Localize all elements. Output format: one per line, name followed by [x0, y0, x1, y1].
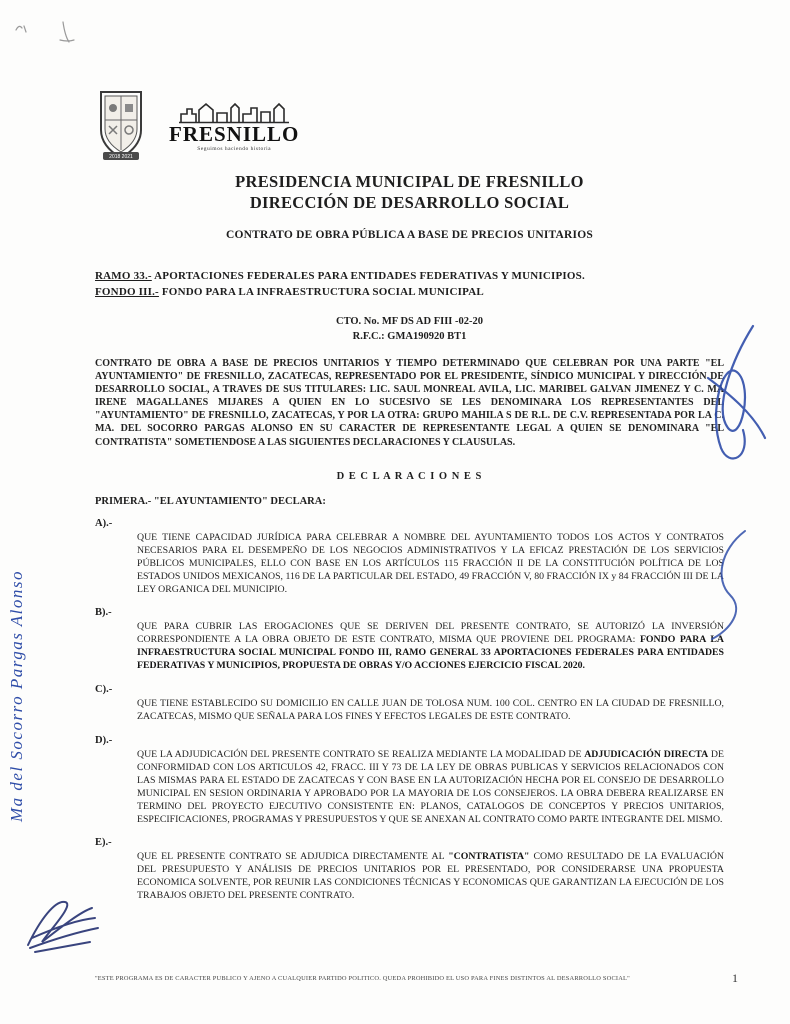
- rfc-number: R.F.C.: GMA190920 BT1: [352, 330, 467, 342]
- clause-e-bold: "CONTRATISTA": [448, 851, 530, 863]
- clause-d-bold: ADJUDICACIÓN DIRECTA: [584, 748, 709, 760]
- handwritten-margin-note: Ma del Socorro Pargas Alonso: [7, 570, 26, 822]
- clause-c-text: [137, 698, 724, 724]
- clause-e-body: QUE EL PRESENTE CONTRATO SE ADJUDICA DIRECTAMENTE AL: [137, 851, 449, 863]
- clause-a-body: QUE TIENE CAPACIDAD JURÍDICA PARA CELEBRAR A NOMBRE DEL AYUNTAMIENTO TODOS LOS ACTOS Y CONTRATOS NECESARIOS PARA EL DESEMPEÑO DE LOS NEGOCIOS ADMINISTRATIVOS Y LA EFICAZ PRESTACIÓN DE LOS SERVICIOS PÚBLICOS MUNICIPALES, ELLO CON BASE EN LOS ARTÍCULOS 115 FRACCIÓN II DE LA CONSTITUCIÓN POLÍTICA DE LOS ESTADOS UNIDOS MEXICANOS, 116 DE LA PARTICULAR DEL ESTADO, 49 FRACCIÓN V, 80 FRACCIÓN IX y 84 FRACCIÓN III DE LA LEY ORGANICA DEL MUNICIPIO.: [137, 531, 724, 595]
- document-content: [95, 88, 724, 903]
- fresnillo-skyline-icon: [179, 98, 289, 124]
- clause-c-body: QUE TIENE ESTABLECIDO SU DOMICILIO EN CALLE JUAN DE TOLOSA NUM. 100 COL. CENTRO EN LA CIUDAD DE FRESNILLO, ZACATECAS, MISMO QUE SEÑALA PARA LOS FINES Y EFECTOS LEGALES DE ESTE CONTRATO.: [137, 698, 724, 723]
- page-number: 1: [732, 971, 738, 985]
- clause-d: [95, 735, 724, 827]
- clause-a: [95, 518, 724, 597]
- fresnillo-tagline: Seguimos haciendo historia: [197, 146, 272, 152]
- declaraciones-heading: D E C L A R A C I O N E S: [336, 470, 483, 482]
- header-logos: [95, 88, 724, 168]
- fondo-iii-text: FONDO PARA LA INFRAESTRUCTURA SOCIAL MUNICIPAL: [158, 286, 484, 299]
- municipal-crest-icon: [95, 88, 147, 162]
- clause-e-label: E).-: [95, 837, 112, 849]
- document-header: [95, 172, 724, 241]
- fresnillo-logo: [169, 98, 299, 152]
- clause-b-body: QUE PARA CUBRIR LAS EROGACIONES QUE SE DERIVEN DEL PRESENTE CONTRATO, SE AUTORIZÓ LA INVERSIÓN CORRESPONDIENTE A LA OBRA OBJETO DE ESTE CONTRATO, MISMA QUE PROVIENE DEL PROGRAMA:: [137, 621, 724, 646]
- contract-number: CTO. No. MF DS AD FIII -02-20: [335, 316, 483, 328]
- clause-d-text: [137, 749, 724, 827]
- clause-d-tail: DE CONFORMIDAD CON LOS ARTICULOS 42, FRACC. III Y 73 DE LA LEY DE OBRAS PUBLICAS Y SERVICIOS RELACIONADOS CON LAS MISMAS PARA EL ESTADO DE ZACATECAS Y CON BASE EN LA AUTORIZACIÓN HECHA POR EL CONSEJO DE DESARROLLO MUNICIPAL EN SESION ORDINARIA Y APROBADO POR LA MAYORIA DE LOS CONSEJEROS. LA OBRA DEBERA REALIZARSE EN TERMINO DEL PROYECTO EJECUTIVO CONSISTENTE EN: PLANOS, CATALOGOS DE CONCEPTOS Y PRECIOS UNITARIOS, ESPECIFICACIONES, PROGRAMAS Y PRESUPUESTOS Y QUE SE ANEXAN AL CONTRATO COMO PARTE INTEGRANTE DEL MISMO.: [137, 748, 724, 825]
- clause-b-bold: FONDO PARA LA INFRAESTRUCTURA SOCIAL MUNICIPAL FONDO III, RAMO GENERAL 33 APORTACIONES FEDERALES PARA ENTIDADES FEDERATIVAS Y MUNICIPIOS, PROPUESTA DE OBRAS Y/O ACCIONES EJERCICIO FISCAL 2020.: [137, 634, 724, 672]
- fresnillo-wordmark: FRESNILLO: [169, 122, 300, 146]
- contract-title: CONTRATO DE OBRA PÚBLICA A BASE DE PRECIOS UNITARIOS: [226, 229, 593, 242]
- title-line-1: PRESIDENCIA MUNICIPAL DE FRESNILLO: [235, 172, 584, 191]
- crest-years: 2018 2021: [109, 154, 133, 160]
- clause-b-text: [137, 621, 724, 673]
- primera-heading: PRIMERA.- "EL AYUNTAMIENTO" DECLARA:: [95, 495, 326, 507]
- clause-e-text: [137, 851, 724, 903]
- clause-c-label: C).-: [95, 684, 113, 696]
- pencil-marks: [8, 12, 88, 57]
- footer-disclaimer: "ESTE PROGRAMA ES DE CARACTER PUBLICO Y AJENO A CUALQUIER PARTIDO POLITICO. QUEDA PROHIBIDO EL USO PARA FINES DISTINTOS AL DESARROLLO SOCIAL": [95, 975, 630, 982]
- clause-d-body: QUE LA ADJUDICACIÓN DEL PRESENTE CONTRATO SE REALIZA MEDIANTE LA MODALIDAD DE: [137, 748, 585, 760]
- clause-d-label: D).-: [95, 734, 113, 746]
- clause-e: [95, 837, 724, 903]
- clause-a-label: A).-: [95, 517, 113, 529]
- contract-reference: [95, 315, 724, 344]
- intro-paragraph: CONTRATO DE OBRA A BASE DE PRECIOS UNITARIOS Y TIEMPO DETERMINADO QUE CELEBRAN POR UNA PARTE "EL AYUNTAMIENTO" DE FRESNILLO, ZACATECAS, REPRESENTADO POR EL PRESIDENTE, SÍNDICO MUNICIPAL Y DIRECCIÓN DE DESARROLLO SOCIAL, A TRAVES DE SUS TITULARES: LIC. SAUL MONREAL AVILA, LIC. MARIBEL GALVAN JIMENEZ Y C. MA IRENE MAGALLANES MIJARES A QUIEN EN LO SUCESIVO SE LES DENOMINARA LOS REPRESENTANTES DEL "AYUNTAMIENTO" DE FRESNILLO, ZACATECAS, Y POR LA OTRA: GRUPO MAHILA S DE R.L. DE C.V. REPRESENTADA POR LA C. MA. DEL SOCORRO PARGAS ALONSO EN SU CARACTER DE REPRESENTANTE LEGAL A QUIEN SE DENOMINARA "EL CONTRATISTA" SOMETIENDOSE A LAS SIGUIENTES DECLARACIONES Y CLAUSULAS.: [95, 357, 724, 448]
- fondo-iii-label: FONDO III.-: [95, 286, 159, 299]
- title-line-2: DIRECCIÓN DE DESARROLLO SOCIAL: [249, 192, 570, 212]
- clause-b: [95, 607, 724, 673]
- clause-a-text: [137, 532, 724, 597]
- clause-e-tail: COMO RESULTADO DE LA EVALUACIÓN DEL PRESUPUESTO Y ANÁLISIS DE PRECIOS UNITARIOS POR EL PRESENTADO, POR CONSIDERARSE UNA PROPUESTA ECONOMICA SOLVENTE, POR REUNIR LAS CONDICIONES TÉCNICAS Y ECONOMICAS QUE GARANTIZAN LA EJECUCIÓN DE LOS TRABAJOS OBJETO DEL PRESENTE CONTRATO.: [137, 851, 724, 902]
- program-heading: [95, 269, 724, 301]
- signature-ink-bottom-left: [20, 890, 105, 960]
- clause-b-label: B).-: [95, 607, 112, 619]
- ramo-33-label: RAMO 33.-: [95, 270, 152, 283]
- ramo-33-text: APORTACIONES FEDERALES PARA ENTIDADES FEDERATIVAS Y MUNICIPIOS.: [151, 270, 585, 283]
- clause-c: [95, 684, 724, 724]
